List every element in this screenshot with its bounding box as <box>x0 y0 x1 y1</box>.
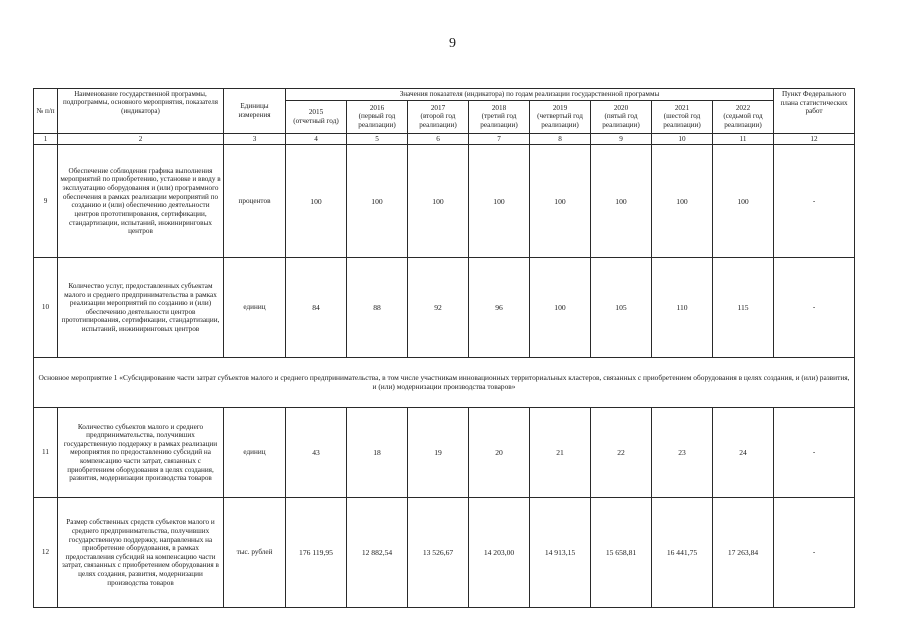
indicator-name: Размер собственных средств субъектов малого и среднего предпринимательства, получивших государственную поддержку, направленных на приобретение оборудования, в рамках предоставления субсидий на компенсацию части затрат, связанных с приобретением оборудования в целях создания, развития, модернизации производства товаров <box>58 498 224 608</box>
value-cell: 15 658,81 <box>591 498 652 608</box>
row-number: 11 <box>34 408 58 498</box>
header-year: 2016 (первый год реализации) <box>347 100 408 133</box>
header-year: 2019 (четвертый год реализации) <box>530 100 591 133</box>
header-year: 2015 (отчетный год) <box>286 100 347 133</box>
unit-cell: процентов <box>224 145 286 258</box>
value-cell: 110 <box>652 258 713 358</box>
indicator-name: Количество услуг, предоставленных субъектам малого и среднего предпринимательства в рамках реализации мероприятий по созданию и (или) обеспечению деятельности центров прототипирования, сертификации, стандартизации, испытаний, инжиниринговых центров <box>58 258 224 358</box>
value-cell: 12 882,54 <box>347 498 408 608</box>
column-number: 6 <box>408 133 469 145</box>
value-cell: 100 <box>652 145 713 258</box>
value-cell: 13 526,67 <box>408 498 469 608</box>
plan-point-cell: - <box>774 408 855 498</box>
plan-point-cell: - <box>774 258 855 358</box>
value-cell: 21 <box>530 408 591 498</box>
value-cell: 100 <box>286 145 347 258</box>
unit-cell: тыс. рублей <box>224 498 286 608</box>
value-cell: 100 <box>469 145 530 258</box>
row-number: 10 <box>34 258 58 358</box>
value-cell: 100 <box>713 145 774 258</box>
row-number: 9 <box>34 145 58 258</box>
column-number: 11 <box>713 133 774 145</box>
table-row <box>34 408 855 498</box>
value-cell: 105 <box>591 258 652 358</box>
column-number: 3 <box>224 133 286 145</box>
column-number: 5 <box>347 133 408 145</box>
header-unit: Единицы измерения <box>224 89 286 134</box>
table-row <box>34 145 855 258</box>
page-number: 9 <box>449 36 456 51</box>
value-cell: 115 <box>713 258 774 358</box>
header-row-top <box>34 89 855 101</box>
indicator-name: Количество субъектов малого и среднего предпринимательства, получивших государственную поддержку в рамках реализации мероприятия по предоставлению субсидий на компенсацию части затрат, связанных с приобретением оборудования в целях создания, развития, модернизации производства товаров <box>58 408 224 498</box>
value-cell: 20 <box>469 408 530 498</box>
column-number: 9 <box>591 133 652 145</box>
header-plan-point: Пункт Федерального плана статистических работ <box>774 89 855 134</box>
column-number: 10 <box>652 133 713 145</box>
value-cell: 22 <box>591 408 652 498</box>
column-number: 2 <box>58 133 224 145</box>
section-row <box>34 358 855 408</box>
value-cell: 96 <box>469 258 530 358</box>
value-cell: 100 <box>530 145 591 258</box>
value-cell: 43 <box>286 408 347 498</box>
value-cell: 24 <box>713 408 774 498</box>
value-cell: 14 913,15 <box>530 498 591 608</box>
column-number: 7 <box>469 133 530 145</box>
header-no: № п/п <box>34 89 58 134</box>
header-year: 2021 (шестой год реализации) <box>652 100 713 133</box>
value-cell: 17 263,84 <box>713 498 774 608</box>
value-cell: 19 <box>408 408 469 498</box>
indicator-name: Обеспечение соблюдения графика выполнения мероприятий по приобретению, установке и вводу в эксплуатацию оборудования и (или) программного обеспечения в рамках реализации мероприятий по созданию и (или) обеспечению деятельности центров прототипирования, сертификации, стандартизации, испытаний, инжиниринговых центров <box>58 145 224 258</box>
column-number: 8 <box>530 133 591 145</box>
value-cell: 100 <box>408 145 469 258</box>
header-year: 2022 (седьмой год реализации) <box>713 100 774 133</box>
row-number: 12 <box>34 498 58 608</box>
table-row <box>34 498 855 608</box>
value-cell: 100 <box>591 145 652 258</box>
plan-point-cell: - <box>774 498 855 608</box>
column-number: 12 <box>774 133 855 145</box>
value-cell: 14 203,00 <box>469 498 530 608</box>
column-number: 1 <box>34 133 58 145</box>
value-cell: 18 <box>347 408 408 498</box>
header-name: Наименование государственной программы, подпрограммы, основного мероприятия, показателя (индикатора) <box>58 89 224 134</box>
header-year: 2020 (пятый год реализации) <box>591 100 652 133</box>
value-cell: 100 <box>347 145 408 258</box>
unit-cell: единиц <box>224 258 286 358</box>
value-cell: 176 119,95 <box>286 498 347 608</box>
indicators-table <box>33 88 855 608</box>
unit-cell: единиц <box>224 408 286 498</box>
section-title: Основное мероприятие 1 «Субсидирование части затрат субъектов малого и среднего предпринимательства, в том числе участникам инновационных территориальных кластеров, связанных с приобретением оборудования в целях создания, и (или) развития, и (или) модернизации производства товаров» <box>34 358 855 408</box>
value-cell: 23 <box>652 408 713 498</box>
column-number: 4 <box>286 133 347 145</box>
value-cell: 88 <box>347 258 408 358</box>
column-number-row <box>34 133 855 145</box>
header-year: 2017 (второй год реализации) <box>408 100 469 133</box>
header-values-group: Значения показателя (индикатора) по годам реализации государственной программы <box>286 89 774 101</box>
value-cell: 100 <box>530 258 591 358</box>
table-row <box>34 258 855 358</box>
value-cell: 92 <box>408 258 469 358</box>
header-year: 2018 (третий год реализации) <box>469 100 530 133</box>
plan-point-cell: - <box>774 145 855 258</box>
value-cell: 16 441,75 <box>652 498 713 608</box>
value-cell: 84 <box>286 258 347 358</box>
